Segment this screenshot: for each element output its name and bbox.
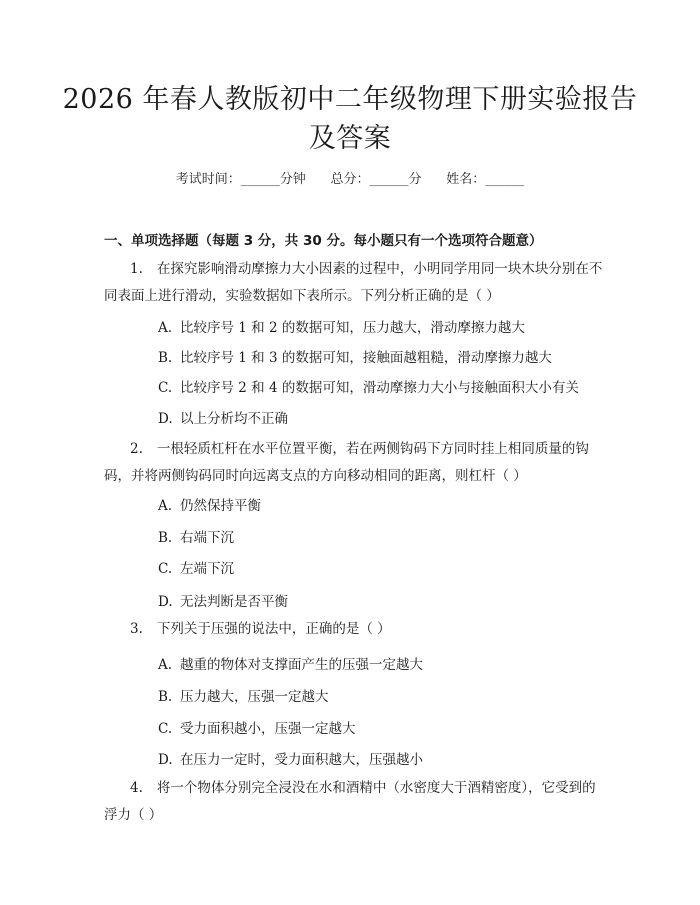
option-text: 右端下沉 <box>180 530 234 546</box>
option-text: 受力面积越小，压强一定越大 <box>180 721 356 737</box>
option-text: 压力越大，压强一定越大 <box>180 689 329 705</box>
option-label: C. <box>158 380 173 396</box>
page-title: 2026 年春人教版初中二年级物理下册实验报告及答案 <box>62 84 638 154</box>
question-stem: 一根轻质杠杆在水平位置平衡，若在两侧钩码下方同时挂上相同质量的钩码，并将两侧钩码同时向远离支点的方向移动相同的距离，则杠杆（ ） <box>104 441 589 484</box>
option-label: A. <box>158 498 173 514</box>
question-stem: 在探究影响滑动摩擦力大小因素的过程中，小明同学用同一块木块分别在不同表面上进行滑动，实验数据如下表所示。下列分析正确的是（ ） <box>104 261 603 304</box>
option-text: 在压力一定时，受力面积越大，压强越小 <box>180 752 423 768</box>
option-label: B. <box>158 530 173 546</box>
option-text: 无法判断是否平衡 <box>180 594 288 610</box>
question-number: 3. <box>130 621 143 637</box>
option-label: C. <box>158 721 173 737</box>
question-1 <box>104 256 604 310</box>
option-label: A. <box>158 320 173 336</box>
option-text: 越重的物体对支撑面产生的压强一定越大 <box>180 657 423 673</box>
option-1b <box>158 346 552 366</box>
question-2 <box>104 436 604 490</box>
option-label: B. <box>158 350 173 366</box>
option-text: 左端下沉 <box>180 561 234 577</box>
option-3a <box>158 653 423 673</box>
option-2b <box>158 526 234 546</box>
option-3d <box>158 748 423 768</box>
option-2a <box>158 494 261 514</box>
option-label: D. <box>158 594 173 610</box>
option-1c <box>158 376 579 396</box>
option-text: 以上分析均不正确 <box>180 411 288 427</box>
question-number: 4. <box>130 780 143 796</box>
question-number: 1. <box>130 261 143 277</box>
option-text: 仍然保持平衡 <box>180 498 261 514</box>
option-text: 比较序号 1 和 2 的数据可知，压力越大，滑动摩擦力越大 <box>180 320 525 336</box>
option-text: 比较序号 1 和 3 的数据可知，接触面越粗糙，滑动摩擦力越大 <box>180 350 552 366</box>
option-3c <box>158 717 356 737</box>
question-number: 2. <box>130 441 143 457</box>
option-label: A. <box>158 657 173 673</box>
option-3b <box>158 685 329 705</box>
question-stem: 将一个物体分别完全浸没在水和酒精中（水密度大于酒精密度），它受到的浮力（ ） <box>104 780 596 823</box>
option-1d <box>158 407 288 427</box>
option-label: D. <box>158 752 173 768</box>
option-2d <box>158 590 288 610</box>
option-1a <box>158 316 525 336</box>
option-label: D. <box>158 411 173 427</box>
question-3 <box>104 616 604 643</box>
exam-meta-line: 考试时间：______分钟 总分：______分 姓名：______ <box>175 172 525 187</box>
option-label: C. <box>158 561 173 577</box>
question-stem: 下列关于压强的说法中，正确的是（ ） <box>156 621 391 637</box>
option-2c <box>158 557 234 577</box>
section-heading: 一、单项选择题（每题 3 分，共 30 分。每小题只有一个选项符合题意） <box>104 233 543 249</box>
question-4 <box>104 775 604 829</box>
option-label: B. <box>158 689 173 705</box>
option-text: 比较序号 2 和 4 的数据可知，滑动摩擦力大小与接触面积大小有关 <box>180 380 579 396</box>
